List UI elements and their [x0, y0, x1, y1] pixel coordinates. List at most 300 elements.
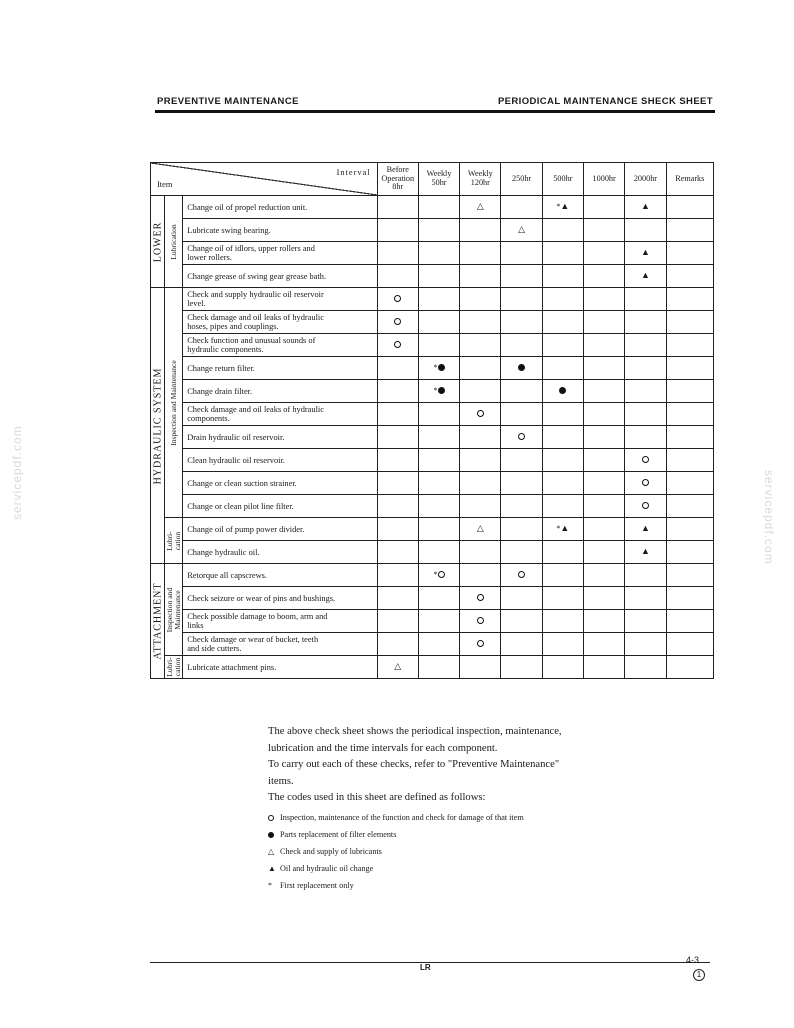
item-cell: [183, 265, 377, 288]
interval-mark-cell: [460, 357, 501, 380]
subcategory-label: Lubri- cation: [164, 530, 182, 551]
asterisk-icon: *: [433, 386, 438, 396]
item-text-line: Check damage and oil leaks of hydraulic: [187, 405, 324, 414]
subcategory-cell: [165, 288, 183, 518]
interval-mark-cell: [501, 311, 542, 334]
item-cell: [183, 426, 377, 449]
legend-para-3: The codes used in this sheet are defined as follows:: [268, 792, 486, 804]
interval-mark-cell: [377, 426, 418, 449]
interval-mark-cell: [625, 357, 666, 380]
interval-mark-cell: [460, 518, 501, 541]
interval-mark-cell: [460, 288, 501, 311]
item-text-line: Change or clean pilot line filter.: [187, 501, 294, 511]
interval-mark-cell: [377, 633, 418, 656]
interval-mark-cell: [460, 472, 501, 495]
footer-page-number: 4-3: [686, 955, 700, 965]
interval-mark-cell: [501, 357, 542, 380]
item-text-line: Change grease of swing gear grease bath.: [187, 271, 327, 281]
interval-mark-cell: [625, 380, 666, 403]
interval-mark-cell: [418, 518, 459, 541]
item-cell: [183, 656, 377, 679]
interval-mark-cell: [542, 380, 583, 403]
item-text-line: hydraulic components.: [187, 345, 264, 354]
dot-icon: [438, 364, 445, 371]
interval-mark-cell: [625, 472, 666, 495]
interval-mark-cell: [584, 518, 625, 541]
interval-mark-cell: [377, 472, 418, 495]
interval-mark-cell: [377, 587, 418, 610]
header-section-title: PREVENTIVE MAINTENANCE: [157, 96, 299, 107]
table-row: [151, 288, 714, 311]
header-rule: [155, 110, 715, 113]
item-cell: [183, 495, 377, 518]
item-text-line: Change oil of pump power divider.: [187, 524, 305, 534]
circle-icon: [477, 640, 484, 647]
interval-mark-cell: [418, 403, 459, 426]
interval-mark-cell: [625, 265, 666, 288]
interval-mark-cell: [460, 541, 501, 564]
interval-mark-cell: [418, 380, 459, 403]
header-corner-cell: [151, 163, 378, 196]
interval-mark-cell: [542, 357, 583, 380]
interval-mark-cell: [584, 610, 625, 633]
item-cell: [183, 242, 377, 265]
interval-mark-cell: [377, 219, 418, 242]
interval-mark-cell: [501, 265, 542, 288]
interval-mark-cell: [418, 587, 459, 610]
interval-mark-cell: [584, 334, 625, 357]
interval-header: Before Operation 8hr: [377, 163, 418, 196]
table-row: [151, 541, 714, 564]
table-row: [151, 334, 714, 357]
subcategory-label: Inspection and Maintenance: [164, 587, 182, 632]
item-text-line: Lubricate swing bearing.: [187, 225, 271, 235]
interval-mark-cell: [460, 219, 501, 242]
interval-mark-cell: [625, 656, 666, 679]
footer-revision-mark: 1: [693, 969, 705, 981]
interval-mark-cell: [584, 403, 625, 426]
legend-para-2: To carry out each of these checks, refer to "Preventive Maintenance" items.: [268, 759, 560, 787]
category-label: LOWER: [152, 221, 164, 262]
triangle-filled-icon: ▲: [640, 270, 650, 281]
item-cell: [183, 610, 377, 633]
item-text-line: hoses, pipes and couplings.: [187, 322, 279, 331]
interval-mark-cell: [625, 610, 666, 633]
interval-mark-cell: [418, 633, 459, 656]
circle-icon: [394, 341, 401, 348]
interval-mark-cell: [418, 472, 459, 495]
interval-mark-cell: [418, 357, 459, 380]
circle-icon: [477, 410, 484, 417]
interval-mark-cell: [584, 656, 625, 679]
interval-mark-cell: [501, 288, 542, 311]
interval-mark-cell: [501, 472, 542, 495]
interval-mark-cell: [418, 334, 459, 357]
interval-mark-cell: [377, 564, 418, 587]
remarks-cell: [666, 633, 713, 656]
subcategory-cell: [165, 196, 183, 288]
interval-mark-cell: [377, 541, 418, 564]
circle-icon: [518, 433, 525, 440]
circle-icon: [642, 502, 649, 509]
circle-icon: [518, 571, 525, 578]
table-row: [151, 610, 714, 633]
item-cell: [183, 564, 377, 587]
interval-mark-cell: [460, 610, 501, 633]
item-text-line: Change or clean suction strainer.: [187, 478, 297, 488]
item-text-line: components.: [187, 414, 230, 423]
interval-mark-cell: [460, 242, 501, 265]
interval-header: 1000hr: [584, 163, 625, 196]
interval-mark-cell: [377, 610, 418, 633]
interval-mark-cell: [460, 495, 501, 518]
interval-mark-cell: [418, 656, 459, 679]
interval-mark-cell: [625, 564, 666, 587]
interval-mark-cell: [542, 541, 583, 564]
interval-mark-cell: [460, 265, 501, 288]
remarks-cell: [666, 564, 713, 587]
table-row: [151, 472, 714, 495]
interval-mark-cell: [418, 564, 459, 587]
interval-mark-cell: [377, 656, 418, 679]
item-text-line: level.: [187, 299, 206, 308]
remarks-cell: [666, 380, 713, 403]
interval-mark-cell: [584, 426, 625, 449]
interval-mark-cell: [625, 403, 666, 426]
interval-mark-cell: [542, 334, 583, 357]
table-row: [151, 587, 714, 610]
interval-mark-cell: [542, 472, 583, 495]
interval-label: Interval: [336, 168, 371, 177]
item-text-line: Lubricate attachment pins.: [187, 662, 277, 672]
interval-mark-cell: [501, 610, 542, 633]
interval-mark-cell: [584, 311, 625, 334]
interval-mark-cell: [377, 403, 418, 426]
interval-mark-cell: [418, 288, 459, 311]
item-cell: [183, 403, 377, 426]
interval-mark-cell: [542, 219, 583, 242]
interval-mark-cell: [625, 449, 666, 472]
remarks-cell: [666, 311, 713, 334]
asterisk-icon: *: [556, 202, 561, 212]
interval-mark-cell: [377, 449, 418, 472]
item-text-line: lower rollers.: [187, 253, 232, 262]
interval-mark-cell: [542, 587, 583, 610]
table-row: [151, 564, 714, 587]
footer-model-code: LR: [420, 963, 431, 972]
asterisk-icon: *: [433, 570, 438, 580]
interval-mark-cell: [460, 449, 501, 472]
interval-mark-cell: [460, 426, 501, 449]
interval-header: Weekly 50hr: [418, 163, 459, 196]
maintenance-check-sheet: [150, 162, 714, 684]
circle-icon: [394, 295, 401, 302]
triangle-filled-icon: ▲: [640, 523, 650, 534]
item-cell: [183, 219, 377, 242]
interval-mark-cell: [377, 518, 418, 541]
interval-mark-cell: [584, 633, 625, 656]
interval-mark-cell: [501, 587, 542, 610]
table-row: [151, 219, 714, 242]
interval-mark-cell: [418, 610, 459, 633]
interval-header: 250hr: [501, 163, 542, 196]
remarks-cell: [666, 357, 713, 380]
remarks-cell: [666, 288, 713, 311]
remarks-cell: [666, 219, 713, 242]
interval-mark-cell: [542, 403, 583, 426]
table-row: [151, 242, 714, 265]
dot-icon: [268, 826, 280, 843]
circle-icon: [477, 617, 484, 624]
item-cell: [183, 587, 377, 610]
legend-code-item: * First replacement only: [268, 877, 628, 894]
circle-icon: [477, 594, 484, 601]
remarks-cell: [666, 196, 713, 219]
remarks-cell: [666, 265, 713, 288]
legend-code-item: Inspection, maintenance of the function and check for damage of that item: [268, 809, 628, 826]
legend: [268, 724, 628, 894]
interval-mark-cell: [418, 541, 459, 564]
interval-mark-cell: [460, 587, 501, 610]
item-cell: [183, 334, 377, 357]
interval-mark-cell: [501, 403, 542, 426]
table-row: [151, 403, 714, 426]
item-text-line: Change return filter.: [187, 363, 255, 373]
asterisk-icon: *: [433, 363, 438, 373]
interval-mark-cell: [501, 380, 542, 403]
item-cell: [183, 541, 377, 564]
interval-mark-cell: [377, 265, 418, 288]
legend-code-item: △ Check and supply of lubricants: [268, 843, 628, 860]
interval-mark-cell: [542, 196, 583, 219]
triangle-filled-icon: ▲: [560, 201, 570, 212]
item-text-line: Change oil of propel reduction unit.: [187, 202, 308, 212]
interval-mark-cell: [542, 288, 583, 311]
interval-mark-cell: [501, 449, 542, 472]
item-text-line: Change drain filter.: [187, 386, 253, 396]
table-header-row: [151, 163, 714, 196]
interval-mark-cell: [542, 610, 583, 633]
item-cell: [183, 472, 377, 495]
item-text-line: Check seizure or wear of pins and bushings.: [187, 593, 336, 603]
maintenance-table: [150, 162, 714, 679]
remarks-cell: [666, 518, 713, 541]
interval-mark-cell: [418, 495, 459, 518]
item-text-line: Check function and unusual sounds of: [187, 336, 316, 345]
subcategory-label: Inspection and Maintenance: [168, 359, 178, 446]
legend-para-1: The above check sheet shows the periodical inspection, maintenance, lubrication and the time intervals for each component.: [268, 726, 562, 754]
circle-icon: [268, 809, 280, 826]
triangle-outline-icon: △: [476, 523, 484, 534]
interval-mark-cell: [377, 357, 418, 380]
triangle-filled-icon: ▲: [560, 523, 570, 534]
triangle-outline-icon: △: [476, 201, 484, 212]
interval-mark-cell: [377, 380, 418, 403]
remarks-cell: [666, 426, 713, 449]
interval-mark-cell: [584, 265, 625, 288]
interval-mark-cell: [542, 633, 583, 656]
interval-mark-cell: [418, 426, 459, 449]
table-row: [151, 656, 714, 679]
triangle-filled-icon: ▲: [268, 863, 276, 873]
item-text-line: Check damage and oil leaks of hydraulic: [187, 313, 324, 322]
table-row: [151, 380, 714, 403]
interval-header: Weekly 120hr: [460, 163, 501, 196]
triangle-filled-icon: ▲: [640, 546, 650, 557]
subcategory-cell: [165, 518, 183, 564]
interval-mark-cell: [542, 242, 583, 265]
triangle-filled-icon: ▲: [640, 201, 650, 212]
item-cell: [183, 196, 377, 219]
item-cell: [183, 357, 377, 380]
item-text-line: Drain hydraulic oil reservoir.: [187, 432, 285, 442]
circle-icon: [642, 479, 649, 486]
interval-mark-cell: [542, 518, 583, 541]
circle-icon: [438, 571, 445, 578]
interval-mark-cell: [501, 495, 542, 518]
interval-mark-cell: [625, 288, 666, 311]
item-cell: [183, 288, 377, 311]
triangle-outline-icon: △: [518, 224, 526, 235]
item-text-line: Change oil of idlors, upper rollers and: [187, 244, 315, 253]
interval-mark-cell: [625, 633, 666, 656]
interval-mark-cell: [584, 541, 625, 564]
item-cell: [183, 380, 377, 403]
interval-mark-cell: [625, 426, 666, 449]
interval-mark-cell: [625, 311, 666, 334]
subcategory-cell: [165, 564, 183, 656]
table-row: [151, 449, 714, 472]
interval-mark-cell: [460, 633, 501, 656]
interval-mark-cell: [460, 564, 501, 587]
interval-mark-cell: [418, 449, 459, 472]
interval-mark-cell: [625, 495, 666, 518]
header-sheet-title: PERIODICAL MAINTENANCE SHECK SHEET: [497, 96, 713, 107]
watermark-left: servicepdf.com: [10, 425, 24, 520]
interval-mark-cell: [625, 219, 666, 242]
interval-mark-cell: [542, 564, 583, 587]
interval-mark-cell: [418, 265, 459, 288]
remarks-cell: [666, 610, 713, 633]
interval-mark-cell: [377, 334, 418, 357]
item-text-line: Clean hydraulic oil reservoir.: [187, 455, 285, 465]
interval-mark-cell: [625, 196, 666, 219]
interval-mark-cell: [625, 541, 666, 564]
interval-mark-cell: [625, 518, 666, 541]
table-row: [151, 426, 714, 449]
dot-icon: [559, 387, 566, 394]
item-cell: [183, 311, 377, 334]
category-cell: [151, 288, 165, 564]
subcategory-label: Lubrication: [168, 223, 178, 260]
dot-icon: [438, 387, 445, 394]
table-row: [151, 265, 714, 288]
interval-mark-cell: [584, 587, 625, 610]
category-label: HYDRAULIC SYSTEM: [152, 367, 164, 484]
table-row: [151, 495, 714, 518]
interval-mark-cell: [542, 449, 583, 472]
circle-icon: [642, 456, 649, 463]
subcategory-label: Lubri- cation: [164, 657, 182, 677]
remarks-cell: [666, 495, 713, 518]
item-text-line: links: [187, 621, 204, 630]
category-label: ATTACHMENT: [152, 582, 164, 660]
item-text-line: Change hydraulic oil.: [187, 547, 260, 557]
asterisk-icon: *: [268, 880, 272, 890]
interval-mark-cell: [584, 196, 625, 219]
interval-mark-cell: [460, 403, 501, 426]
remarks-cell: [666, 541, 713, 564]
triangle-filled-icon: ▲: [640, 247, 650, 258]
interval-header: 500hr: [542, 163, 583, 196]
interval-mark-cell: [584, 495, 625, 518]
interval-mark-cell: [418, 311, 459, 334]
dot-icon: [518, 364, 525, 371]
interval-mark-cell: [584, 219, 625, 242]
interval-header: 2000hr: [625, 163, 666, 196]
remarks-cell: [666, 472, 713, 495]
interval-mark-cell: [584, 449, 625, 472]
interval-mark-cell: [377, 196, 418, 219]
interval-mark-cell: [584, 472, 625, 495]
table-row: [151, 196, 714, 219]
interval-mark-cell: [584, 564, 625, 587]
interval-mark-cell: [460, 311, 501, 334]
subcategory-cell: [165, 656, 183, 679]
interval-mark-cell: [625, 587, 666, 610]
remarks-cell: [666, 403, 713, 426]
interval-mark-cell: [501, 426, 542, 449]
table-row: [151, 357, 714, 380]
interval-mark-cell: [377, 242, 418, 265]
interval-mark-cell: [460, 196, 501, 219]
interval-mark-cell: [460, 334, 501, 357]
item-text-line: and side cutters.: [187, 644, 242, 653]
triangle-outline-icon: △: [394, 661, 402, 672]
item-cell: [183, 449, 377, 472]
interval-mark-cell: [501, 518, 542, 541]
table-row: [151, 518, 714, 541]
interval-mark-cell: [625, 334, 666, 357]
interval-mark-cell: [501, 564, 542, 587]
interval-mark-cell: [377, 495, 418, 518]
interval-mark-cell: [501, 334, 542, 357]
interval-mark-cell: [501, 656, 542, 679]
interval-mark-cell: [584, 288, 625, 311]
item-label: Item: [157, 180, 173, 189]
interval-mark-cell: [418, 219, 459, 242]
legend-code-item: Parts replacement of filter elements: [268, 826, 628, 843]
item-text-line: Check damage or wear of bucket, teeth: [187, 635, 319, 644]
interval-mark-cell: [377, 288, 418, 311]
item-text-line: Check and supply hydraulic oil reservoir: [187, 290, 324, 299]
interval-mark-cell: [542, 495, 583, 518]
remarks-cell: [666, 449, 713, 472]
category-cell: [151, 196, 165, 288]
remarks-cell: [666, 242, 713, 265]
interval-mark-cell: [377, 311, 418, 334]
table-row: [151, 633, 714, 656]
remarks-cell: [666, 334, 713, 357]
interval-mark-cell: [625, 242, 666, 265]
asterisk-icon: *: [556, 524, 561, 534]
interval-mark-cell: [501, 196, 542, 219]
table-row: [151, 311, 714, 334]
watermark-right: servicepdf.com: [762, 470, 776, 565]
remarks-cell: [666, 656, 713, 679]
interval-mark-cell: [542, 656, 583, 679]
item-text-line: Retorque all capscrews.: [187, 570, 267, 580]
